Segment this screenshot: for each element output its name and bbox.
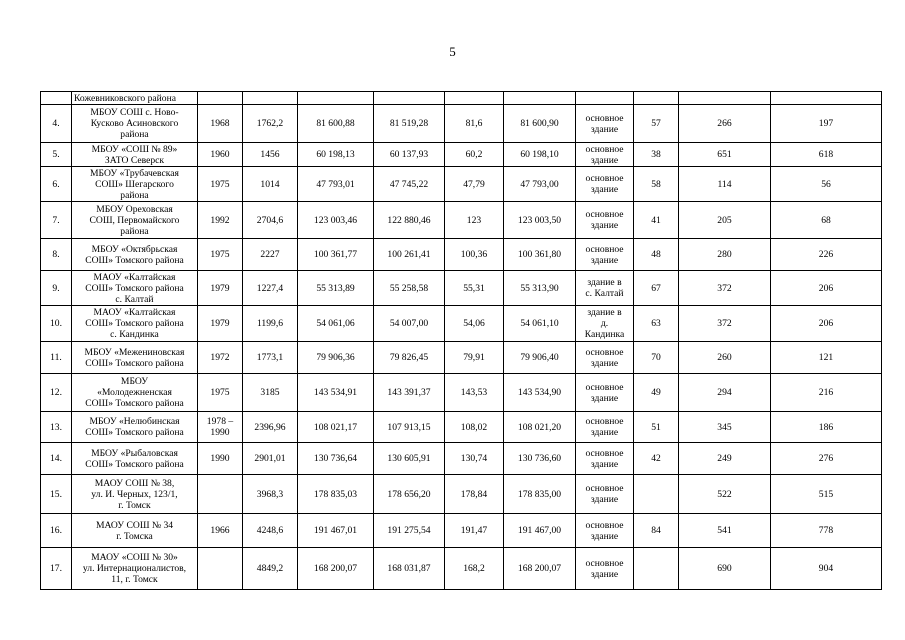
cell-building-line: основное: [585, 346, 624, 358]
cell-count-2: 372: [679, 271, 771, 306]
cell-number: 17.: [41, 548, 72, 590]
cell-name-line: МБОУ СОШ с. Ново-: [90, 107, 179, 118]
cell-building: [576, 443, 634, 475]
cell-building-line: основное: [585, 209, 624, 220]
cell-count-3: 276: [771, 443, 882, 475]
table-row: [41, 342, 882, 374]
cell-building-line: основное: [585, 381, 624, 393]
cell-value-3: 191,47: [445, 514, 504, 548]
cell-building-line: основное: [585, 447, 624, 459]
table-row: [41, 412, 882, 443]
cell-name-line: МБОУ «Межениновская: [84, 346, 185, 358]
cell-value-3: 130,74: [445, 443, 504, 475]
cell-building: [576, 374, 634, 412]
cell-area: 3185: [243, 374, 298, 412]
cell-building: [576, 202, 634, 239]
cell-value-4: 55 313,90: [504, 271, 576, 306]
cell-value-1: 130 736,64: [298, 443, 374, 475]
cell-count-3: 216: [771, 374, 882, 412]
cell-count-2: 114: [679, 167, 771, 202]
cell-value-4: 60 198,10: [504, 143, 576, 167]
cell-name-line: МБОУ: [120, 376, 149, 387]
cell-value-3: 55,31: [445, 271, 504, 306]
cell-building-line: основное: [585, 519, 624, 531]
cell-value-2: 79 826,45: [374, 342, 445, 374]
cell-value-3: 79,91: [445, 342, 504, 374]
cell-building-line: основное: [585, 143, 624, 155]
cell-value-2: 130 605,91: [374, 443, 445, 475]
cell-value-4: 81 600,90: [504, 105, 576, 143]
cell-value-4: 108 021,20: [504, 412, 576, 443]
cell-count-2: 345: [679, 412, 771, 443]
cell-value-2: 60 137,93: [374, 143, 445, 167]
cell-year: [198, 475, 243, 514]
cell-year-line: 1990: [210, 427, 230, 438]
cell-area: 2704,6: [243, 202, 298, 239]
cell-area: 2901,01: [243, 443, 298, 475]
cell-count-3: 68: [771, 202, 882, 239]
cell-year: 1992: [198, 202, 243, 239]
cell-value-3: 81,6: [445, 105, 504, 143]
cell-building-line: здание: [590, 220, 619, 231]
cell-building: [576, 143, 634, 167]
cell-count-1: 67: [634, 271, 679, 306]
cell-value-3: 100,36: [445, 239, 504, 271]
cell-number: 11.: [41, 342, 72, 374]
cell-building: [576, 475, 634, 514]
cell-value-4: 130 736,60: [504, 443, 576, 475]
cell-name: [72, 342, 198, 374]
cell-value-3: 47,79: [445, 167, 504, 202]
cell-year: 1968: [198, 105, 243, 143]
cell-value-4: 143 534,90: [504, 374, 576, 412]
cell-value-2: 178 656,20: [374, 475, 445, 514]
table-row: [41, 202, 882, 239]
cell-count-1: 42: [634, 443, 679, 475]
cell-name-line: ЗАТО Северск: [104, 154, 165, 166]
cell-value-4: 100 361,80: [504, 239, 576, 271]
cell-value-1: 55 313,89: [298, 271, 374, 306]
table-row: [41, 271, 882, 306]
cell-building-line: здание: [590, 184, 619, 195]
cell-building-line: здание: [590, 530, 619, 542]
cell-name-line: района: [120, 129, 149, 140]
cell-count-2: 690: [679, 548, 771, 590]
cell-building-line: здание: [590, 357, 619, 369]
cell-building-line: основное: [585, 112, 624, 124]
cell-name: [72, 374, 198, 412]
cell-name-line: МБОУ «Октябрьская: [91, 243, 178, 255]
cell-value-1: 108 021,17: [298, 412, 374, 443]
cell-year: 1990: [198, 443, 243, 475]
cell-count-1: 41: [634, 202, 679, 239]
cell-name-line: МБОУ Ореховская: [96, 203, 173, 215]
table-row-continuation: [41, 92, 882, 105]
cell-name-line: СОШ» Томского района: [85, 427, 184, 438]
cell-name-line: СОШ, Первомайского: [89, 214, 180, 226]
cell-count-2: 541: [679, 514, 771, 548]
cell-name: [72, 143, 198, 167]
cell-value-2: 168 031,87: [374, 548, 445, 590]
cell-count-1: 63: [634, 306, 679, 342]
cell-count-2: 260: [679, 342, 771, 374]
cell-building-line: здание: [590, 154, 619, 166]
cell-name-line: СОШ» Томского района: [85, 318, 184, 329]
cell-value-1: 168 200,07: [298, 548, 374, 590]
cell-area: 1014: [243, 167, 298, 202]
cell-year: 1979: [198, 271, 243, 306]
cell-number: 14.: [41, 443, 72, 475]
cell-name-line: СОШ» Томского района: [85, 254, 184, 266]
cell-count-2: 651: [679, 143, 771, 167]
cell-count-3: 186: [771, 412, 882, 443]
cell-building-line: здание в: [587, 307, 622, 318]
cell-count-1: 58: [634, 167, 679, 202]
cell-value-4: 54 061,10: [504, 306, 576, 342]
cell-number: 6.: [41, 167, 72, 202]
cell-value-1: 81 600,88: [298, 105, 374, 143]
cell-building-line: с. Калтай: [585, 288, 624, 299]
cell-count-2: 205: [679, 202, 771, 239]
cell-building: [576, 342, 634, 374]
cell-count-2: 372: [679, 306, 771, 342]
cell-name: [72, 105, 198, 143]
cell-count-2: 280: [679, 239, 771, 271]
cell-number: [41, 92, 72, 105]
cell-name-line: МАОУ СОШ № 38,: [94, 477, 175, 489]
cell-count-3: 56: [771, 167, 882, 202]
schools-table: [40, 91, 882, 590]
cell-name-line: СОШ» Шегарского: [95, 178, 174, 190]
cell-building-line: здание: [590, 568, 619, 580]
cell-building: [576, 514, 634, 548]
cell-building-line: здание: [590, 458, 619, 470]
cell-name: [72, 412, 198, 443]
cell-name-line: с. Кандинка: [110, 329, 159, 340]
cell-year: 1975: [198, 239, 243, 271]
cell-count-2: 522: [679, 475, 771, 514]
cell-year: 1979: [198, 306, 243, 342]
cell-area: 1227,4: [243, 271, 298, 306]
cell-name-line: с. Калтай: [115, 293, 154, 305]
cell-count-1: [634, 548, 679, 590]
cell-value-1: 100 361,77: [298, 239, 374, 271]
cell-name-line: «Молодежненская: [97, 387, 172, 398]
cell-value-3: 108,02: [445, 412, 504, 443]
cell-year: 1966: [198, 514, 243, 548]
cell-area: 1762,2: [243, 105, 298, 143]
cell-building: [576, 167, 634, 202]
cell-number: 9.: [41, 271, 72, 306]
cell-value-1: 191 467,01: [298, 514, 374, 548]
cell-name-line: МАОУ «Калтайская: [93, 271, 176, 283]
cell-building: [576, 271, 634, 306]
cell-count-2: 249: [679, 443, 771, 475]
cell-name: [72, 443, 198, 475]
cell-name-line: СОШ» Томского района: [85, 282, 184, 294]
cell-building-line: здание: [590, 123, 619, 135]
cell-name-line: ул. Интернационалистов,: [82, 563, 187, 574]
cell-name-line: МАОУ СОШ № 34: [95, 519, 174, 531]
cell-name-line: Кусково Асиновского: [90, 118, 179, 129]
cell-count-1: 57: [634, 105, 679, 143]
cell-value-4: 47 793,00: [504, 167, 576, 202]
cell-number: 5.: [41, 143, 72, 167]
cell-area: 2396,96: [243, 412, 298, 443]
cell-value-2: 122 880,46: [374, 202, 445, 239]
cell-count-3: 121: [771, 342, 882, 374]
cell-building-line: основное: [585, 557, 624, 569]
page-number: 5: [449, 44, 456, 59]
cell-value-1: 60 198,13: [298, 143, 374, 167]
table-row: [41, 306, 882, 342]
cell-name-line: МАОУ «Калтайская: [93, 307, 176, 318]
cell-value-3: 54,06: [445, 306, 504, 342]
cell-name: [72, 239, 198, 271]
cell-name: [72, 514, 198, 548]
cell-building-line: основное: [585, 173, 624, 184]
cell-building-line: основное: [585, 243, 624, 255]
cell-building-line: здание: [590, 494, 619, 505]
cell-name-line: МБОУ «СОШ № 89»: [91, 143, 178, 155]
cell-count-3: 226: [771, 239, 882, 271]
cell-building-line: основное: [585, 483, 624, 494]
table-row: [41, 239, 882, 271]
cell-value-4: 168 200,07: [504, 548, 576, 590]
cell-name-line: МАОУ «СОШ № 30»: [91, 552, 178, 563]
cell-name-line: района: [120, 189, 149, 201]
cell-count-3: 515: [771, 475, 882, 514]
cell-number: 12.: [41, 374, 72, 412]
cell-number: 4.: [41, 105, 72, 143]
cell-count-3: 206: [771, 271, 882, 306]
table-row: [41, 105, 882, 143]
cell-number: 13.: [41, 412, 72, 443]
cell-value-4: 79 906,40: [504, 342, 576, 374]
cell-area: 2227: [243, 239, 298, 271]
cell-count-2: 266: [679, 105, 771, 143]
cell-number: 10.: [41, 306, 72, 342]
cell-name-line: МБОУ «Трубачевская: [90, 167, 179, 179]
cell-area: 1456: [243, 143, 298, 167]
cell-name: [72, 167, 198, 202]
cell-name-line: ул. И. Черных, 123/1,: [91, 488, 178, 500]
cell-name: [72, 306, 198, 342]
cell-building: [576, 105, 634, 143]
cell-count-3: 904: [771, 548, 882, 590]
cell-value-1: 54 061,06: [298, 306, 374, 342]
table-row: [41, 374, 882, 412]
cell-year: 1960: [198, 143, 243, 167]
cell-value-1: 178 835,03: [298, 475, 374, 514]
cell-value-1: 47 793,01: [298, 167, 374, 202]
cell-area: 1199,6: [243, 306, 298, 342]
cell-year: 1972: [198, 342, 243, 374]
cell-value-3: 123: [445, 202, 504, 239]
cell-name: [72, 202, 198, 239]
cell-year: 1975: [198, 167, 243, 202]
cell-count-1: [634, 475, 679, 514]
cell-name-line: МБОУ «Нелюбинская: [89, 416, 180, 427]
cell-building-line: Кандинка: [584, 329, 625, 340]
table-row: [41, 548, 882, 590]
cell-value-2: 47 745,22: [374, 167, 445, 202]
cell-value-2: 54 007,00: [374, 306, 445, 342]
cell-value-3: 178,84: [445, 475, 504, 514]
cell-value-4: 178 835,00: [504, 475, 576, 514]
cell-value-4: 123 003,50: [504, 202, 576, 239]
cell-count-1: 49: [634, 374, 679, 412]
cell-number: 7.: [41, 202, 72, 239]
cell-count-3: 778: [771, 514, 882, 548]
table-row: [41, 475, 882, 514]
cell-building-line: здание в: [587, 277, 622, 288]
cell-year: 1975: [198, 374, 243, 412]
cell-count-1: 48: [634, 239, 679, 271]
cell-count-1: 70: [634, 342, 679, 374]
cell-name-line: МБОУ «Рыбаловская: [91, 447, 178, 459]
cell-count-1: 51: [634, 412, 679, 443]
cell-building: [576, 306, 634, 342]
cell-value-3: 60,2: [445, 143, 504, 167]
cell-building-line: здание: [590, 427, 619, 438]
cell-building-line: основное: [585, 416, 624, 427]
cell-area: 1773,1: [243, 342, 298, 374]
table-row: [41, 167, 882, 202]
cell-name-line: г. Томск: [118, 499, 151, 511]
cell-count-3: 197: [771, 105, 882, 143]
cell-value-2: 100 261,41: [374, 239, 445, 271]
table-row: [41, 143, 882, 167]
cell-name-line: СОШ» Томского района: [85, 357, 184, 369]
cell-year: [198, 548, 243, 590]
cell-building-line: д.: [600, 318, 609, 329]
cell-name-line: 11, г. Томск: [111, 574, 158, 585]
table-row: [41, 443, 882, 475]
cell-building-line: здание: [590, 392, 619, 404]
cell-count-3: 618: [771, 143, 882, 167]
cell-building-line: здание: [590, 254, 619, 266]
cell-value-3: 143,53: [445, 374, 504, 412]
cell-value-2: 81 519,28: [374, 105, 445, 143]
cell-area: 4849,2: [243, 548, 298, 590]
cell-name-line: СОШ» Томского района: [85, 458, 184, 470]
cell-name: Кожевниковского района: [72, 92, 198, 105]
cell-count-2: 294: [679, 374, 771, 412]
cell-value-1: 79 906,36: [298, 342, 374, 374]
cell-count-1: 84: [634, 514, 679, 548]
cell-area: 4248,6: [243, 514, 298, 548]
cell-name-line: района: [120, 225, 149, 237]
cell-value-3: 168,2: [445, 548, 504, 590]
cell-value-2: 191 275,54: [374, 514, 445, 548]
cell-count-3: 206: [771, 306, 882, 342]
cell-value-4: 191 467,00: [504, 514, 576, 548]
cell-value-1: 123 003,46: [298, 202, 374, 239]
table-row: [41, 514, 882, 548]
cell-name: [72, 475, 198, 514]
cell-area: 3968,3: [243, 475, 298, 514]
cell-count-1: 38: [634, 143, 679, 167]
cell-building: [576, 239, 634, 271]
cell-year-line: 1978 –: [206, 416, 234, 427]
cell-name: [72, 271, 198, 306]
cell-name-line: СОШ» Томского района: [85, 398, 184, 409]
cell-name: [72, 548, 198, 590]
cell-year: [198, 412, 243, 443]
cell-number: 16.: [41, 514, 72, 548]
cell-number: 8.: [41, 239, 72, 271]
cell-value-1: 143 534,91: [298, 374, 374, 412]
cell-building: [576, 412, 634, 443]
cell-building: [576, 548, 634, 590]
cell-value-2: 143 391,37: [374, 374, 445, 412]
cell-value-2: 107 913,15: [374, 412, 445, 443]
cell-value-2: 55 258,58: [374, 271, 445, 306]
cell-number: 15.: [41, 475, 72, 514]
cell-name-line: г. Томска: [116, 530, 153, 542]
